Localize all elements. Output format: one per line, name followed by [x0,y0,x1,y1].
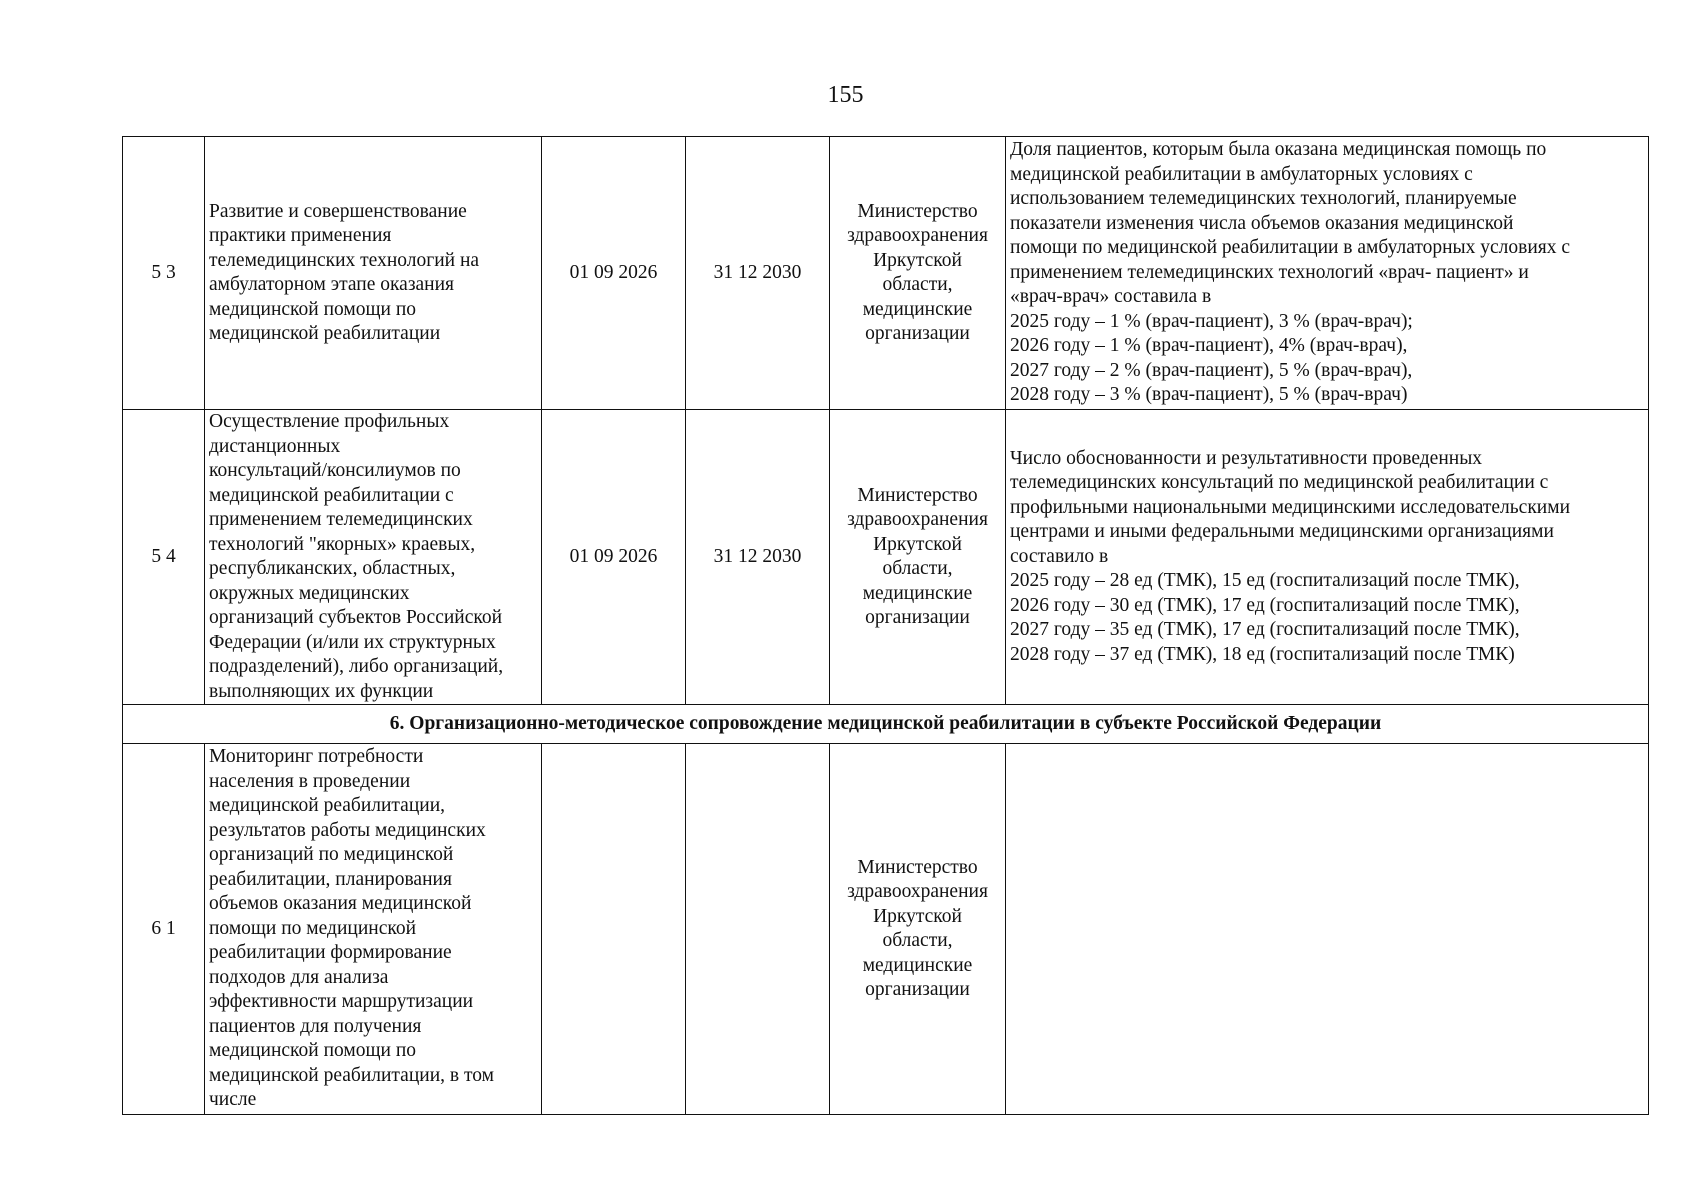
text-line: Иркутской [873,905,962,927]
row-number: 6 1 [123,744,205,1115]
start-date: 01 09 2026 [542,137,686,410]
text-line: консультаций/консилиумов по [209,460,461,481]
start-date [542,744,686,1115]
text-line: профильными национальными медицинскими исследовательскими [1010,496,1571,518]
text-line: «врач-врач» составила в [1010,286,1212,308]
text-line: пациентов для получения [209,1015,422,1037]
text-line: Министерство [857,200,978,222]
expected-result [1006,137,1649,410]
table-row [123,410,1649,705]
text-line: медицинской помощи по [209,298,417,320]
text-line: медицинской реабилитации с [209,484,454,506]
text-line: показатели изменения числа объемов оказания медицинской [1010,212,1514,234]
text-line: Иркутской [873,249,962,271]
text-line: помощи по медицинской реабилитации в амбулаторных условиях с [1010,237,1571,259]
text-line: применением телемедицинских технологий «врач- пациент» и [1010,261,1529,283]
text-line: здравоохранения [847,509,988,530]
text-line: области, [882,558,953,579]
text-line: 2026 году – 1 % (врач-пациент), 4% (врач-врач), [1010,335,1408,357]
responsible-org [830,137,1006,410]
text-line: Осуществление профильных [209,411,450,432]
text-line: Иркутской [873,533,962,555]
text-line: Число обоснованности и результативности проведенных [1010,447,1483,469]
table-row [123,744,1649,1115]
text-line: населения в проведении [209,770,411,792]
table-row [123,137,1649,410]
responsible-org [830,744,1006,1115]
text-line: амбулаторном этапе оказания [209,274,455,295]
text-line: организации [865,607,970,628]
text-line: окружных медицинских [209,582,410,604]
text-line: 2028 году – 37 ед (ТМК), 18 ед (госпитализаций после ТМК) [1010,643,1515,665]
text-line: реабилитации формирование [209,942,452,964]
text-line: области, [882,930,953,951]
text-line: помощи по медицинской [209,917,417,939]
row-number: 5 3 [123,137,205,410]
measures-table [122,136,1649,1115]
start-date: 01 09 2026 [542,410,686,705]
text-line: числе [209,1089,257,1111]
responsible-org [830,410,1006,705]
text-line: Развитие и совершенствование [209,200,467,222]
text-line: 2027 году – 2 % (врач-пациент), 5 % (врач-врач), [1010,359,1413,381]
page-number: 155 [827,82,864,108]
text-line: практики применения [209,225,392,246]
text-line: медицинской реабилитации в амбулаторных условиях с [1010,163,1473,185]
text-line: Федерации (и/или их структурных [209,631,496,653]
text-line: эффективности маршрутизации [209,991,474,1013]
text-line: медицинские [862,582,973,604]
text-line: реабилитации, планирования [209,868,452,890]
text-line: организации [865,323,970,344]
text-line: 2027 году – 35 ед (ТМК), 17 ед (госпитализаций после ТМК), [1010,619,1520,641]
text-line: Министерство [857,856,978,878]
text-line: Министерство [857,484,978,506]
text-line: медицинской реабилитации, в том [209,1064,494,1086]
text-line: медицинской реабилитации, [209,795,446,817]
text-line: медицинские [862,298,973,320]
text-line: применением телемедицинских [209,509,473,530]
expected-result [1006,744,1649,1115]
text-line: республиканских, областных, [209,558,456,579]
text-line: Доля пациентов, которым была оказана медицинская помощь по [1010,139,1547,161]
text-line: здравоохранения [847,881,988,902]
text-line: Мониторинг потребности [209,746,424,768]
text-line: использованием телемедицинских технологий, планируемые [1010,188,1517,210]
row-number: 5 4 [123,410,205,705]
text-line: 2026 году – 30 ед (ТМК), 17 ед (госпитализаций после ТМК), [1010,594,1520,616]
text-line: организации [865,979,970,1000]
text-line: медицинской реабилитации [209,323,441,344]
section-title: 6. Организационно-методическое сопровождение медицинской реабилитации в субъекте Российской Федерации [123,705,1649,744]
end-date: 31 12 2030 [686,137,830,410]
text-line: подходов для анализа [209,966,389,988]
text-line: результатов работы медицинских [209,819,486,841]
text-line: медицинской помощи по [209,1040,417,1062]
text-line: здравоохранения [847,225,988,246]
expected-result [1006,410,1649,705]
measure-name [205,410,542,705]
text-line: дистанционных [209,435,341,457]
text-line: организаций по медицинской [209,844,454,866]
text-line: 2028 году – 3 % (врач-пациент), 5 % (врач-врач) [1010,384,1408,406]
text-line: технологий "якорных» краевых, [209,533,476,555]
measure-name [205,137,542,410]
text-line: телемедицинских консультаций по медицинской реабилитации с [1010,472,1549,494]
text-line: медицинские [862,954,973,976]
text-line: области, [882,274,953,295]
end-date: 31 12 2030 [686,410,830,705]
text-line: организаций субъектов Российской [209,607,503,628]
text-line: выполняющих их функции [209,680,434,702]
text-line: составило в [1010,545,1109,567]
text-line: объемов оказания медицинской [209,893,472,915]
text-line: центрами и иными федеральными медицинскими организациями [1010,521,1554,543]
text-line: 2025 году – 1 % (врач-пациент), 3 % (врач-врач); [1010,310,1413,332]
text-line: подразделений), либо организаций, [209,656,504,677]
text-line: 2025 году – 28 ед (ТМК), 15 ед (госпитализаций после ТМК), [1010,570,1520,592]
end-date [686,744,830,1115]
text-line: телемедицинских технологий на [209,249,480,271]
measure-name [205,744,542,1115]
section-row [123,705,1649,744]
